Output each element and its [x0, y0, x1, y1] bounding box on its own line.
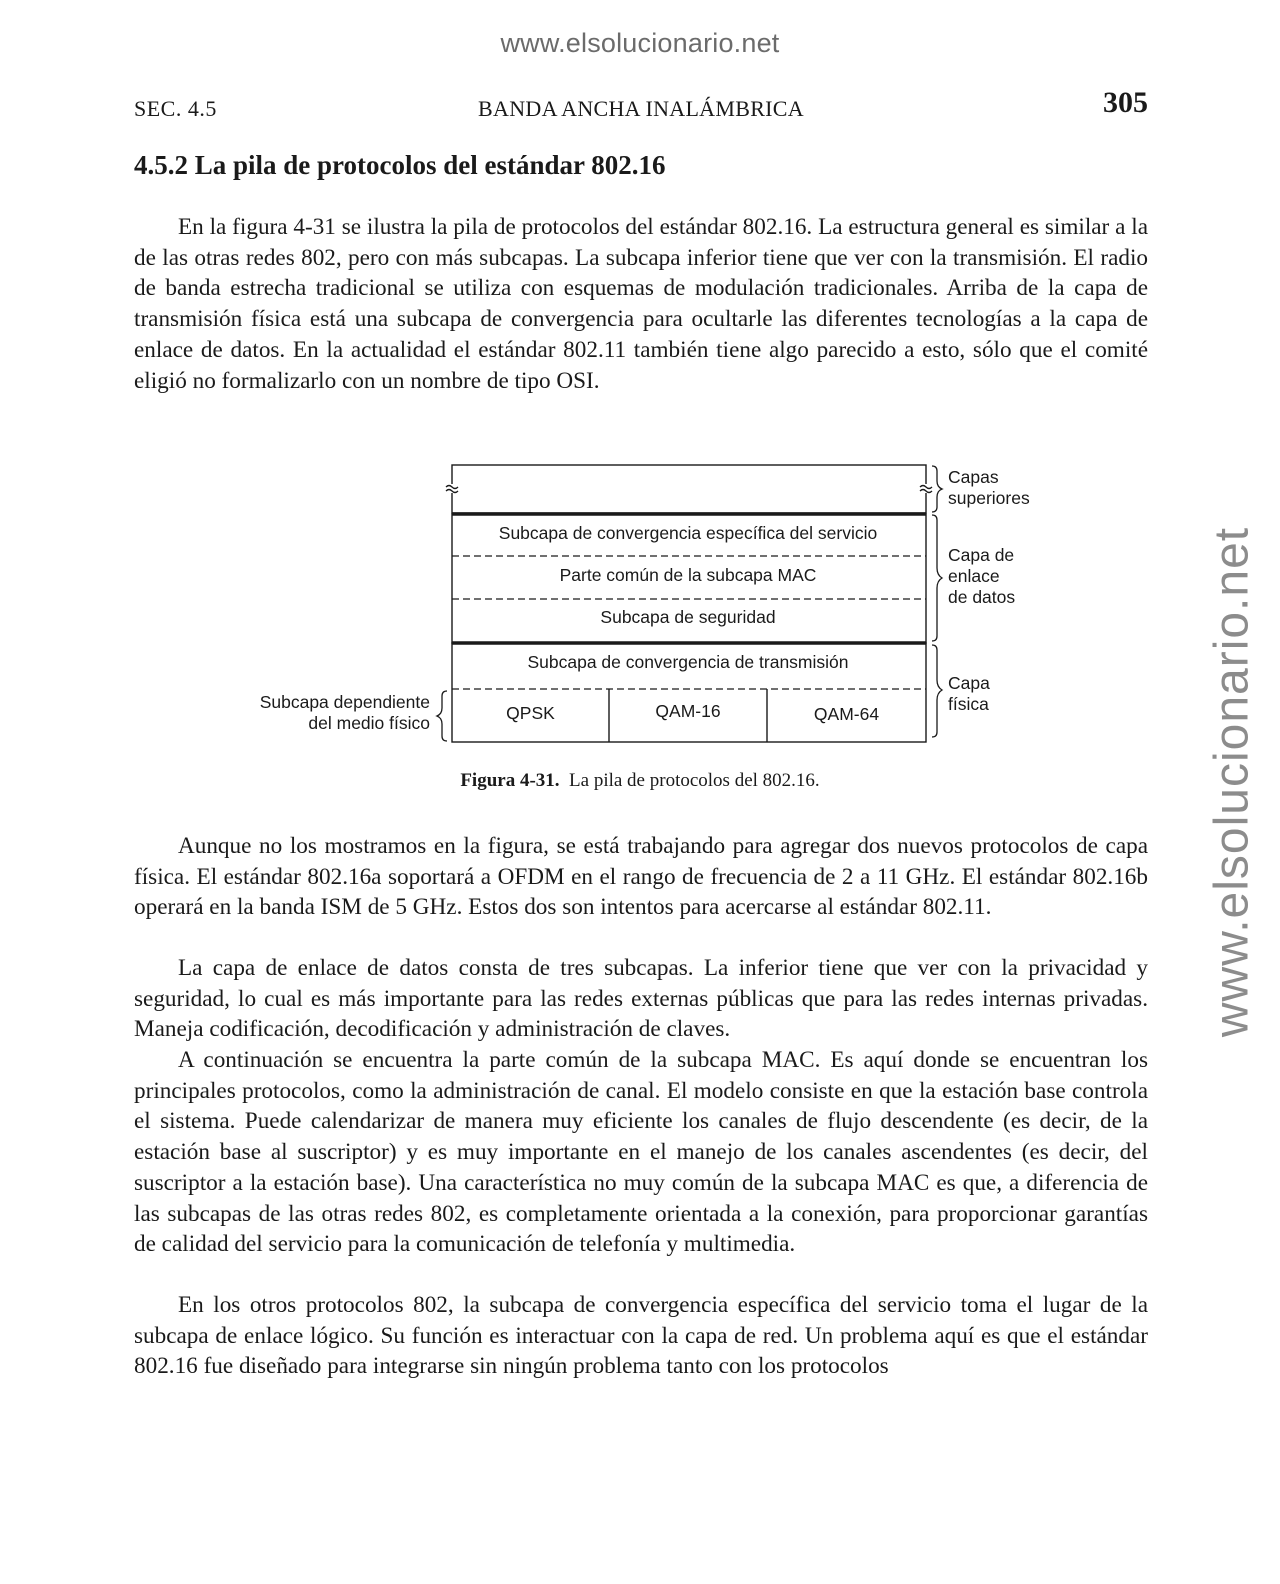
group-upper-2: superiores [948, 488, 1030, 508]
section-number: SEC. 4.5 [134, 96, 217, 121]
group-datalink-2: enlace [948, 566, 1000, 586]
brace-pmd [437, 691, 447, 741]
watermark-url-top: www.elsolucionario.net [500, 28, 780, 58]
group-datalink-1: Capa de [948, 545, 1015, 565]
brace-physical [932, 645, 942, 737]
figure-caption [0, 770, 1280, 792]
group-datalink-3: de datos [948, 587, 1016, 607]
upper-layers-box [452, 465, 926, 513]
brace-datalink [932, 515, 942, 641]
section-heading: 4.5.2 La pila de protocolos del estándar 802.16 [134, 150, 666, 180]
group-pmd-1: Subcapa dependiente [259, 692, 430, 712]
layer-mac-common: Parte común de la subcapa MAC [559, 565, 817, 585]
break-mark-left [446, 484, 458, 493]
layer-service-cs: Subcapa de convergencia específica del servicio [498, 523, 878, 543]
paragraph: En la figura 4-31 se ilustra la pila de protocolos del estándar 802.16. La estructura general es similar a la de las otras redes 802, pero con más subcapas. La subcapa inferior tiene que ver con la transmisión. El radio de banda estrecha tradicional se utiliza con esquemas de modulación tradicionales. Arriba de la capa de transmisión física está una subcapa de convergencia para ocultarle las diferentes tecnologías a la capa de enlace de datos. En la actualidad el estándar 802.11 también tiene algo parecido a esto, sólo que el comité eligió no formalizarlo con un nombre de tipo OSI. [134, 214, 1148, 394]
break-mark-right [920, 484, 932, 493]
group-physical-1: Capa [948, 673, 990, 693]
group-pmd-2: del medio físico [308, 713, 430, 733]
caption-text: La pila de protocolos del 802.16. [569, 770, 820, 791]
layer-security: Subcapa de seguridad [600, 607, 776, 627]
layer-qpsk: QPSK [506, 703, 555, 723]
page-number: 305 [1103, 86, 1148, 119]
caption-label: Figura 4-31. [460, 770, 560, 791]
paragraph: La capa de enlace de datos consta de tres subcapas. La inferior tiene que ver con la privacidad y seguridad, lo cual es más importante para las redes externas públicas que para las redes internas privadas. Maneja codificación, decodificación y administración de claves. [134, 955, 1148, 1043]
paragraph: Aunque no los mostramos en la figura, se está trabajando para agregar dos nuevos protocolos de capa física. El estándar 802.16a soportará a OFDM en el rango de frecuencia de 2 a 11 GHz. El estándar 802.16b operará en la banda ISM de 5 GHz. Estos dos son intentos para acercarse al estándar 802.11. [134, 833, 1148, 921]
group-upper-1: Capas [948, 467, 999, 487]
layer-qam64: QAM-64 [813, 704, 880, 724]
brace-upper-layers [932, 466, 942, 512]
group-physical-2: física [948, 694, 989, 714]
paragraph: A continuación se encuentra la parte común de la subcapa MAC. Es aquí donde se encuentran los principales protocolos, como la administración de canal. El modelo consiste en que la estación base controla el sistema. Puede calendarizar de manera muy eficiente los canales de flujo descendente (es decir, de la estación base al suscriptor) y es muy importante en el manejo de los canales ascendentes (es decir, del suscriptor a la estación base). Una característica no muy común de la subcapa MAC es que, a diferencia de las subcapas de las otras redes 802, es completamente orientada a la conexión, para proporcionar garantías de calidad del servicio para la comunicación de telefonía y multimedia. [134, 1047, 1148, 1258]
chapter-title: BANDA ANCHA INALÁMBRICA [478, 96, 804, 121]
watermark-url-side-text: www.elsolucionario.net [1205, 526, 1259, 1038]
layer-transmission-cs: Subcapa de convergencia de transmisión [527, 652, 849, 672]
paragraph: En los otros protocolos 802, la subcapa de convergencia específica del servicio toma el lugar de la subcapa de enlace lógico. Su función es interactuar con la capa de red. Un problema aquí es que el estándar 802.16 fue diseñado para integrarse sin ningún problema tanto con los protocolos [134, 1292, 1148, 1380]
layer-qam16: QAM-16 [655, 701, 721, 721]
